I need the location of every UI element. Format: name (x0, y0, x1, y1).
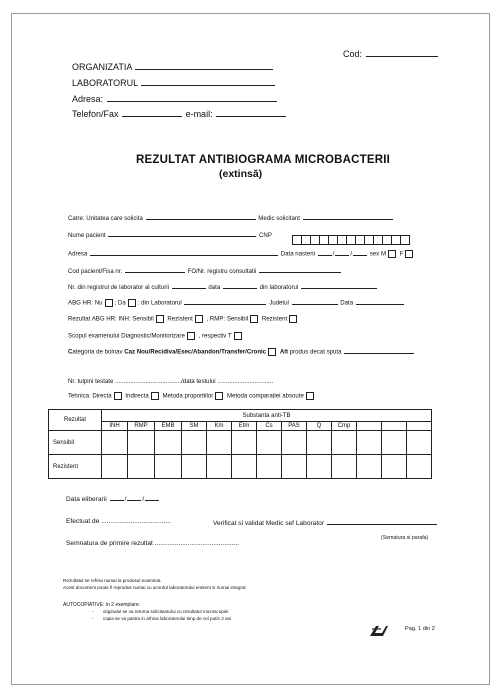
telefon-field (72, 109, 287, 119)
catre-label: Catre: Unitatea care solicita (68, 215, 143, 222)
email-label: e-mail: (185, 109, 213, 119)
row-abg-hr (68, 299, 405, 307)
data-input-line[interactable] (223, 288, 257, 289)
result-cell[interactable] (128, 455, 155, 479)
page-number: Pag. 1 din 2 (405, 626, 435, 632)
inh-rezistent-label: Rezistent (167, 315, 193, 323)
sex-m-label: M (380, 250, 387, 258)
inh-sensibil-checkbox[interactable] (156, 315, 164, 323)
tehnica-directa-checkbox[interactable] (114, 392, 122, 400)
judetul-input-line[interactable] (292, 304, 338, 305)
result-cell[interactable] (282, 455, 307, 479)
abg-hr-da-label: ; Da (114, 299, 126, 307)
data-label: data (208, 284, 221, 291)
document-subtitle: (extinsă) (219, 168, 263, 180)
adresa-header-label: Adresa: (72, 94, 104, 104)
date-separator: / (142, 496, 145, 503)
drug-header-cell: Cmp (332, 422, 357, 431)
verificat-signature-line[interactable] (327, 524, 437, 525)
result-cell[interactable] (407, 431, 432, 455)
rmp-rezistent-label: Rezistent (261, 315, 288, 323)
birth-month-line[interactable] (335, 255, 349, 256)
date-separator: / (350, 250, 353, 258)
document-title: REZULTAT ANTIBIOGRAMA MICROBACTERII (136, 154, 391, 166)
row-adresa (68, 250, 415, 258)
rmp-sensibil-checkbox[interactable] (250, 315, 258, 323)
note-produs: Rezultatul se refera numai la produsul examinat. (63, 578, 162, 583)
result-cell[interactable] (282, 431, 307, 455)
organizatia-field (72, 62, 274, 72)
organizatia-label: ORGANIZATIA (72, 62, 132, 72)
result-cell[interactable] (232, 455, 257, 479)
printer-logo-icon (367, 623, 389, 639)
categoria-initial: C (68, 348, 73, 356)
result-cell[interactable] (102, 431, 128, 455)
copy-arhiva-text: copia se va pastra in arhiva laboratorului timp de cel putin 2 ani (102, 616, 232, 621)
cnp-digit-box[interactable] (400, 235, 410, 245)
result-cell[interactable] (257, 455, 282, 479)
sex-m-checkbox[interactable] (388, 250, 396, 258)
result-cell[interactable] (155, 455, 182, 479)
copy-original-item (92, 609, 228, 614)
drug-header-cell: Q (307, 422, 332, 431)
result-cell[interactable] (102, 455, 128, 479)
sex-f-label: F (399, 250, 404, 258)
result-cell[interactable] (357, 455, 382, 479)
efectuat-de: Efectuat de ...................................... (66, 518, 171, 525)
semnatura-primire: Semnatura de primire rezultat .............................................. (66, 540, 239, 547)
bullet: - (92, 616, 94, 621)
row-nume-pacient (68, 232, 272, 239)
cod-label: Cod: (343, 49, 363, 59)
result-cell[interactable] (307, 455, 332, 479)
note-reproducere: Acest document poate fi reprodus numai cu acordul laboratorului emitent si numai integral (63, 585, 246, 590)
data2-input-line[interactable] (356, 304, 404, 305)
birth-day-line[interactable] (318, 255, 332, 256)
scopul-label: Scopul examenului Diagnostic/Monitorizare (68, 332, 185, 340)
row-label-sensibil: Sensibil (49, 431, 102, 455)
adresa-label: Adresa (68, 250, 88, 258)
email-input-line[interactable] (216, 116, 286, 117)
result-cell[interactable] (207, 431, 232, 455)
row-nr-registru (68, 284, 378, 291)
categoria-label: ategoria de bolnav (72, 348, 125, 356)
row-catre (68, 215, 394, 222)
semnatura-parafa-label: (Sematura si parafa) (381, 535, 429, 541)
metoda-comparatiei-checkbox[interactable] (306, 392, 314, 400)
sex-label: sex (369, 250, 380, 258)
drug-header-cell: Etm (232, 422, 257, 431)
rezultat-header: Rezultat (49, 410, 102, 431)
date-separator: / (124, 496, 127, 503)
drug-header-cell (407, 422, 432, 431)
nr-registru-label: Nr. din registrul de laborator al culturii (68, 284, 169, 291)
result-cell[interactable] (407, 455, 432, 479)
copy-arhiva-item (92, 616, 231, 621)
eliberare-day-line[interactable] (110, 500, 124, 501)
bullet: - (92, 609, 94, 614)
result-cell[interactable] (382, 455, 407, 479)
autocopiative-label: AUTOCOPIATIVE: in 2 exemplare: (63, 602, 141, 608)
result-cell[interactable] (207, 455, 232, 479)
adresa-header-field (72, 94, 278, 104)
nume-pacient-input-line[interactable] (108, 236, 256, 237)
verificat-label: Verificat si validat Medic sef Laborator (213, 520, 325, 527)
result-cell[interactable] (332, 431, 357, 455)
result-cell[interactable] (307, 431, 332, 455)
categoria-options: Caz Nou/Recidiva/Esec/Abandon/Transfer/Cronic (124, 348, 267, 356)
birth-year-line[interactable] (353, 255, 367, 256)
medic-solicitant-input-line[interactable] (303, 219, 393, 220)
fo-nr-label: FO/Nr. registru consultatii (187, 268, 257, 275)
metoda-proportiilor-label: Metoda proportiilor (162, 392, 214, 400)
drug-header-cell: EMB (155, 422, 182, 431)
tehnica-indirecta-checkbox[interactable] (151, 392, 159, 400)
respectiv-checkbox[interactable] (234, 332, 242, 340)
drug-header-cell (357, 422, 382, 431)
catre-input-line[interactable] (146, 219, 256, 220)
sex-f-checkbox[interactable] (405, 250, 413, 258)
data-eliberarii-field (66, 496, 160, 503)
drug-header-cell (382, 422, 407, 431)
abg-laborator-input-line[interactable] (184, 304, 266, 305)
alt-produs-input-line[interactable] (344, 353, 414, 354)
nr-registru-input-line[interactable] (172, 288, 206, 289)
tehnica-label: Tehnica: Directa (68, 392, 112, 400)
row-tehnica (68, 392, 316, 400)
result-cell[interactable] (182, 431, 207, 455)
result-cell[interactable] (128, 431, 155, 455)
telefon-label: Telefon/Fax (72, 109, 119, 119)
table-row-rezistent (49, 455, 432, 479)
cod-pacient-label: Cod pacient/Fisa nr. (68, 268, 123, 275)
row-categoria (68, 348, 415, 356)
metoda-comparatiei-label: Metoda comparatiei absoute (227, 392, 304, 400)
metoda-proportiilor-checkbox[interactable] (215, 392, 223, 400)
cod-field (343, 49, 439, 59)
alt-label: Alt (279, 348, 288, 356)
cod-input-line[interactable] (366, 56, 438, 57)
row-rezultat-abg (68, 315, 299, 323)
result-cell[interactable] (332, 455, 357, 479)
drug-header-cell: Km (207, 422, 232, 431)
row-cod-pacient (68, 268, 342, 275)
laboratorul-label: LABORATORUL (72, 78, 138, 88)
organizatia-input-line[interactable] (135, 69, 273, 70)
laboratorul-input-line[interactable] (141, 85, 275, 86)
result-cell[interactable] (155, 431, 182, 455)
medic-solicitant-label: Medic solicitant (258, 215, 300, 222)
row-nr-tulpini (68, 378, 273, 385)
row-label-rezistent: Rezistent (49, 455, 102, 479)
drug-header-cell: INH (102, 422, 128, 431)
data2-label: Data (340, 299, 354, 307)
adresa-input-line[interactable] (90, 255, 278, 256)
rezultat-abg-label: Rezultat ABG HR: INH: Sensibil (68, 315, 154, 323)
nume-pacient-label: Nume pacient (68, 232, 106, 239)
categoria-checkbox[interactable] (268, 348, 276, 356)
scopul-checkbox[interactable] (187, 332, 195, 340)
respectiv-label: , respectiv T (198, 332, 232, 340)
din-laboratorul-input-line[interactable] (301, 288, 377, 289)
laboratorul-field (72, 78, 276, 88)
drug-header-row (49, 422, 432, 431)
cnp-label: CNP (259, 232, 272, 239)
substanta-header: Substanta anti-TB (102, 410, 432, 422)
telefon-input-line[interactable] (122, 116, 182, 117)
drug-header-cell: RMP (128, 422, 155, 431)
copy-original-text: originalul se va returna solicitantului cu rezultatul microscopiei (102, 609, 229, 614)
table-row-sensibil (49, 431, 432, 455)
cnp-boxes (293, 231, 410, 249)
nr-tulpini-label: Nr. tulpini testate ....................................... (68, 378, 182, 385)
din-laboratorul2-label: : din Laboratorul (137, 299, 182, 307)
fo-nr-input-line[interactable] (259, 272, 341, 273)
result-cell[interactable] (257, 431, 282, 455)
eliberare-year-line[interactable] (145, 500, 159, 501)
alt-produs-label: produs decat sputa (287, 348, 342, 356)
data-testului-label: /data testului ................................. (181, 378, 274, 385)
antibiogram-table (48, 409, 432, 479)
cod-pacient-input-line[interactable] (125, 272, 185, 273)
drug-header-cell: PAS (282, 422, 307, 431)
result-cell[interactable] (382, 431, 407, 455)
din-laboratorul-label: din laboratorul (259, 284, 299, 291)
abg-hr-label: ABG HR: Nu (68, 299, 103, 307)
verificat-field (213, 520, 438, 527)
eliberare-month-line[interactable] (127, 500, 141, 501)
result-cell[interactable] (182, 455, 207, 479)
data-nasterii-label: Data nasterii (280, 250, 315, 258)
row-scopul (68, 332, 244, 340)
abg-hr-da-checkbox[interactable] (128, 299, 136, 307)
rmp-sensibil-label: , RMP: Sensibil (206, 315, 249, 323)
date-separator: / (332, 250, 335, 258)
drug-header-cell: SM (182, 422, 207, 431)
result-cell[interactable] (357, 431, 382, 455)
inh-rezistent-checkbox[interactable] (195, 315, 203, 323)
adresa-header-input-line[interactable] (107, 101, 277, 102)
rmp-rezistent-checkbox[interactable] (289, 315, 297, 323)
result-cell[interactable] (232, 431, 257, 455)
indirecta-label: Indirecta (125, 392, 149, 400)
data-eliberarii-label: Data eliberarii (66, 496, 107, 503)
abg-hr-nu-checkbox[interactable] (105, 299, 113, 307)
judetul-label: Judetul (269, 299, 289, 307)
drug-header-cell: Cs (257, 422, 282, 431)
